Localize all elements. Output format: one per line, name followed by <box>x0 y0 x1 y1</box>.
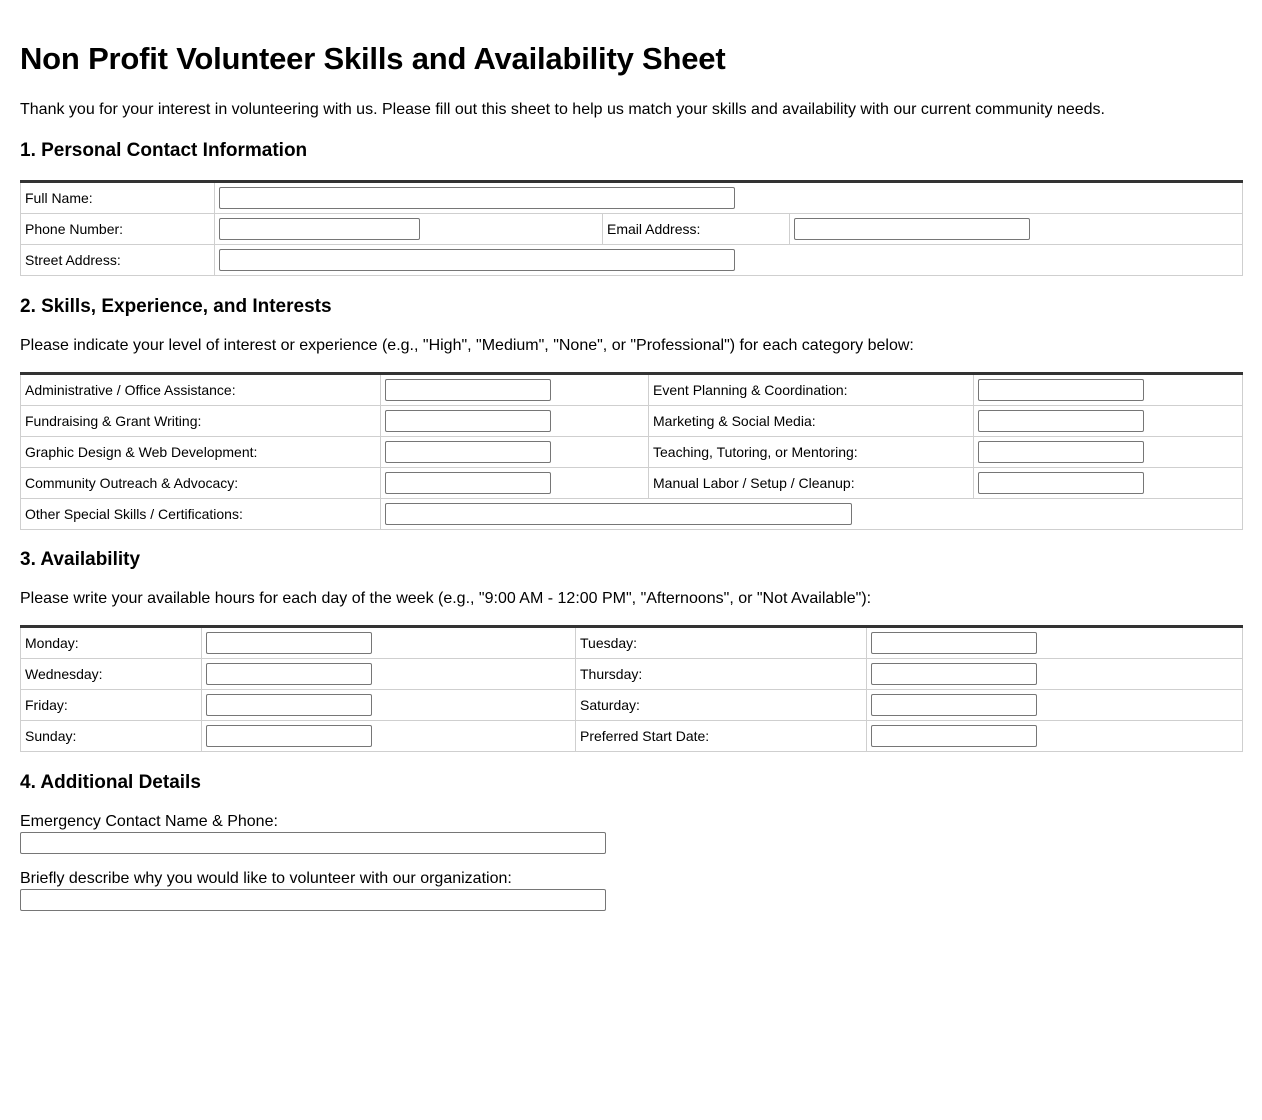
start-date-label: Preferred Start Date: <box>576 721 867 752</box>
personal-contact-table <box>20 180 1243 276</box>
availability-instructions: Please write your available hours for each day of the week (e.g., "9:00 AM - 12:00 PM", "Afternoons", or "Not Available"): <box>20 590 872 607</box>
wednesday-label: Wednesday: <box>21 659 202 690</box>
section-personal-heading: 1. Personal Contact Information <box>20 140 308 161</box>
sunday-label: Sunday: <box>21 721 202 752</box>
manual-label: Manual Labor / Setup / Cleanup: <box>649 468 974 499</box>
table-row <box>21 468 1243 499</box>
table-row <box>21 627 1243 659</box>
table-row <box>21 499 1243 530</box>
skills-table <box>20 372 1243 530</box>
saturday-input[interactable] <box>871 694 1037 716</box>
teaching-input[interactable] <box>978 441 1144 463</box>
monday-input[interactable] <box>206 632 372 654</box>
monday-label: Monday: <box>21 627 202 659</box>
section-additional-heading: 4. Additional Details <box>20 772 201 793</box>
why-volunteer-input[interactable] <box>20 889 606 911</box>
availability-table <box>20 625 1243 752</box>
start-date-input[interactable] <box>871 725 1037 747</box>
table-row <box>21 374 1243 406</box>
phone-label: Phone Number: <box>21 214 215 245</box>
street-label: Street Address: <box>21 245 215 276</box>
admin-label: Administrative / Office Assistance: <box>21 374 381 406</box>
sunday-input[interactable] <box>206 725 372 747</box>
admin-input[interactable] <box>385 379 551 401</box>
other-skills-label: Other Special Skills / Certifications: <box>21 499 381 530</box>
table-row <box>21 245 1243 276</box>
manual-input[interactable] <box>978 472 1144 494</box>
event-label: Event Planning & Coordination: <box>649 374 974 406</box>
email-input[interactable] <box>794 218 1030 240</box>
intro-text: Thank you for your interest in volunteering with us. Please fill out this sheet to help us match your skills and availability with our current community needs. <box>20 101 1105 118</box>
friday-input[interactable] <box>206 694 372 716</box>
table-row <box>21 721 1243 752</box>
tuesday-label: Tuesday: <box>576 627 867 659</box>
event-input[interactable] <box>978 379 1144 401</box>
saturday-label: Saturday: <box>576 690 867 721</box>
thursday-label: Thursday: <box>576 659 867 690</box>
thursday-input[interactable] <box>871 663 1037 685</box>
full-name-input[interactable] <box>219 187 735 209</box>
other-skills-input[interactable] <box>385 503 852 525</box>
street-input[interactable] <box>219 249 735 271</box>
email-label: Email Address: <box>603 214 790 245</box>
table-row <box>21 690 1243 721</box>
graphic-input[interactable] <box>385 441 551 463</box>
marketing-label: Marketing & Social Media: <box>649 406 974 437</box>
page-title: Non Profit Volunteer Skills and Availability Sheet <box>20 41 726 76</box>
teaching-label: Teaching, Tutoring, or Mentoring: <box>649 437 974 468</box>
why-volunteer-label: Briefly describe why you would like to volunteer with our organization: <box>20 870 512 887</box>
table-row <box>21 437 1243 468</box>
table-row <box>21 659 1243 690</box>
marketing-input[interactable] <box>978 410 1144 432</box>
outreach-input[interactable] <box>385 472 551 494</box>
fundraising-label: Fundraising & Grant Writing: <box>21 406 381 437</box>
friday-label: Friday: <box>21 690 202 721</box>
table-row <box>21 182 1243 214</box>
table-row <box>21 214 1243 245</box>
graphic-label: Graphic Design & Web Development: <box>21 437 381 468</box>
table-row <box>21 406 1243 437</box>
section-skills-heading: 2. Skills, Experience, and Interests <box>20 296 332 317</box>
tuesday-input[interactable] <box>871 632 1037 654</box>
outreach-label: Community Outreach & Advocacy: <box>21 468 381 499</box>
section-availability-heading: 3. Availability <box>20 549 141 570</box>
emergency-contact-input[interactable] <box>20 832 606 854</box>
emergency-contact-label: Emergency Contact Name & Phone: <box>20 813 278 830</box>
skills-instructions: Please indicate your level of interest or experience (e.g., "High", "Medium", "None", or "Professional") for each category below: <box>20 337 914 354</box>
fundraising-input[interactable] <box>385 410 551 432</box>
wednesday-input[interactable] <box>206 663 372 685</box>
phone-input[interactable] <box>219 218 420 240</box>
full-name-label: Full Name: <box>21 182 215 214</box>
